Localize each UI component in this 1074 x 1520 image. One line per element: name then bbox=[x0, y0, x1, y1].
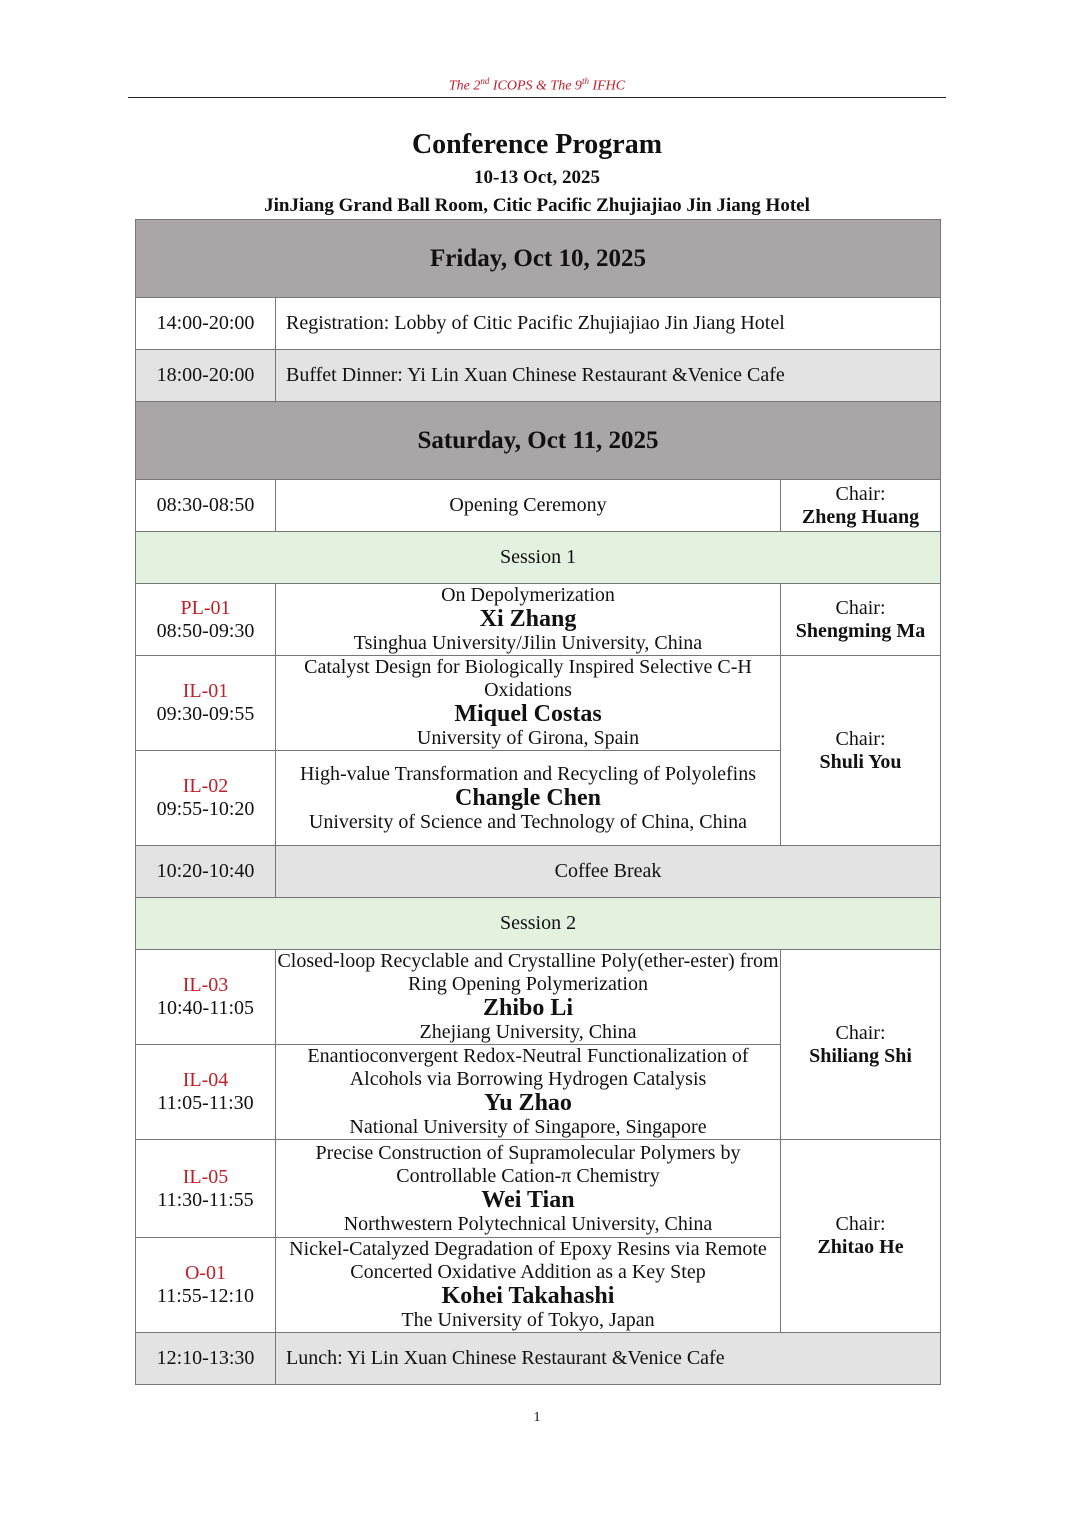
speaker-name: Xi Zhang bbox=[479, 606, 577, 632]
talk-title: Precise Construction of Supramolecular Polymers by Controllable Cation-π Chemistry bbox=[315, 1141, 741, 1187]
time-cell: 08:30-08:50 bbox=[136, 480, 276, 532]
header-rule bbox=[128, 97, 946, 98]
header-sup: th bbox=[581, 76, 589, 86]
time-cell: 18:00-20:00 bbox=[136, 350, 276, 402]
talk-title: Nickel-Catalyzed Degradation of Epoxy Resins via Remote Concerted Oxidative Addition as a Key Step bbox=[289, 1238, 767, 1283]
event-cell: Buffet Dinner: Yi Lin Xuan Chinese Restaurant &Venice Cafe bbox=[276, 350, 941, 402]
event-cell: Lunch: Yi Lin Xuan Chinese Restaurant &Venice Cafe bbox=[276, 1333, 941, 1385]
time-cell bbox=[136, 584, 276, 656]
talk-title: Closed-loop Recyclable and Crystalline Poly(ether-ester) from Ring Opening Polymerization bbox=[277, 950, 779, 995]
talk-code: IL-05 bbox=[182, 1165, 229, 1188]
talk-time: 11:30-11:55 bbox=[157, 1188, 254, 1211]
day-heading: Saturday, Oct 11, 2025 bbox=[136, 402, 941, 480]
talk-code: O-01 bbox=[184, 1262, 227, 1284]
talk-cell bbox=[276, 656, 781, 751]
conference-venue: JinJiang Grand Ball Room, Citic Pacific Zhujiajiao Jin Jiang Hotel bbox=[264, 195, 810, 216]
chair-name: Zheng Huang bbox=[801, 505, 920, 528]
speaker-affiliation: Zhejiang University, China bbox=[419, 1021, 637, 1043]
talk-cell bbox=[276, 751, 781, 846]
talk-time: 10:40-11:05 bbox=[156, 997, 255, 1019]
session-row bbox=[136, 898, 941, 950]
chair-name: Shengming Ma bbox=[795, 619, 926, 642]
chair-label: Chair: bbox=[835, 596, 886, 619]
talk-code: IL-03 bbox=[182, 974, 229, 996]
talk-row bbox=[136, 584, 941, 656]
talk-code: PL-01 bbox=[180, 596, 231, 619]
table-row bbox=[136, 1333, 941, 1385]
chair-name: Shuli You bbox=[819, 750, 902, 773]
talk-time: 08:50-09:30 bbox=[156, 619, 255, 642]
time-cell bbox=[136, 1140, 276, 1238]
chair-name: Zhitao He bbox=[817, 1236, 904, 1258]
talk-time: 11:55-12:10 bbox=[156, 1285, 255, 1307]
speaker-name: Changle Chen bbox=[454, 784, 602, 811]
time-cell: 10:20-10:40 bbox=[136, 846, 276, 898]
talk-cell bbox=[276, 950, 781, 1045]
chair-cell bbox=[781, 1140, 941, 1333]
page-title: Conference Program bbox=[411, 129, 663, 160]
talk-code: IL-01 bbox=[182, 680, 229, 702]
speaker-affiliation: University of Science and Technology of China, China bbox=[308, 810, 748, 833]
session-row bbox=[136, 532, 941, 584]
chair-label: Chair: bbox=[835, 482, 886, 505]
talk-cell bbox=[276, 1140, 781, 1238]
speaker-name: Kohei Takahashi bbox=[441, 1283, 615, 1309]
header-text: IFHC bbox=[588, 78, 626, 94]
time-cell bbox=[136, 656, 276, 751]
program-table bbox=[135, 219, 941, 1385]
speaker-name: Yu Zhao bbox=[484, 1090, 572, 1116]
chair-cell bbox=[781, 480, 941, 532]
speaker-affiliation: National University of Singapore, Singapore bbox=[349, 1116, 707, 1138]
title-block bbox=[0, 128, 1074, 220]
speaker-affiliation: Northwestern Polytechnical University, China bbox=[343, 1212, 713, 1235]
speaker-affiliation: University of Girona, Spain bbox=[416, 727, 640, 749]
chair-cell bbox=[781, 950, 941, 1140]
talk-cell bbox=[276, 584, 781, 656]
speaker-name: Miquel Costas bbox=[454, 701, 602, 727]
talk-cell bbox=[276, 1238, 781, 1333]
event-cell: Opening Ceremony bbox=[276, 480, 781, 532]
chair-label: Chair: bbox=[835, 727, 886, 750]
time-cell bbox=[136, 950, 276, 1045]
day-heading: Friday, Oct 10, 2025 bbox=[136, 220, 941, 298]
time-cell bbox=[136, 1045, 276, 1140]
talk-title: High-value Transformation and Recycling of Polyolefins bbox=[299, 762, 757, 785]
talk-row bbox=[136, 950, 941, 1045]
day-heading-row bbox=[136, 402, 941, 480]
time-cell: 14:00-20:00 bbox=[136, 298, 276, 350]
talk-row bbox=[136, 656, 941, 751]
talk-time: 09:55-10:20 bbox=[156, 798, 255, 820]
talk-row bbox=[136, 1140, 941, 1238]
event-cell: Registration: Lobby of Citic Pacific Zhujiajiao Jin Jiang Hotel bbox=[276, 298, 941, 350]
speaker-affiliation: The University of Tokyo, Japan bbox=[401, 1309, 655, 1331]
chair-cell bbox=[781, 656, 941, 846]
talk-title: Enantioconvergent Redox-Neutral Functionalization of Alcohols via Borrowing Hydrogen Catalysis bbox=[307, 1045, 749, 1090]
time-cell bbox=[136, 751, 276, 846]
chair-label: Chair: bbox=[835, 1213, 886, 1235]
talk-time: 09:30-09:55 bbox=[156, 703, 255, 725]
talk-code: IL-04 bbox=[182, 1069, 229, 1091]
speaker-affiliation: Tsinghua University/Jilin University, China bbox=[353, 632, 703, 654]
talk-cell bbox=[276, 1045, 781, 1140]
table-row bbox=[136, 846, 941, 898]
day-heading-row bbox=[136, 220, 941, 298]
event-cell: Coffee Break bbox=[276, 846, 941, 898]
speaker-name: Zhibo Li bbox=[482, 995, 574, 1021]
header-text: The 2 bbox=[448, 78, 481, 94]
talk-code: IL-02 bbox=[182, 775, 229, 797]
running-header bbox=[128, 76, 946, 95]
page-number: 1 bbox=[533, 1410, 541, 1425]
table-row bbox=[136, 298, 941, 350]
header-text: ICOPS & The 9 bbox=[489, 78, 582, 94]
talk-time: 11:05-11:30 bbox=[157, 1092, 254, 1114]
session-label: Session 2 bbox=[136, 898, 941, 950]
talk-title: Catalyst Design for Biologically Inspired Selective C-H Oxidations bbox=[304, 656, 752, 701]
conference-dates: 10-13 Oct, 2025 bbox=[473, 167, 601, 188]
table-row bbox=[136, 480, 941, 532]
table-row bbox=[136, 350, 941, 402]
time-cell bbox=[136, 1238, 276, 1333]
speaker-name: Wei Tian bbox=[481, 1186, 575, 1213]
chair-name: Shiliang Shi bbox=[809, 1044, 912, 1067]
header-sup: nd bbox=[480, 76, 490, 86]
talk-title: On Depolymerization bbox=[441, 584, 615, 606]
session-label: Session 1 bbox=[136, 532, 941, 584]
time-cell: 12:10-13:30 bbox=[136, 1333, 276, 1385]
chair-cell bbox=[781, 584, 941, 656]
chair-label: Chair: bbox=[835, 1021, 886, 1044]
